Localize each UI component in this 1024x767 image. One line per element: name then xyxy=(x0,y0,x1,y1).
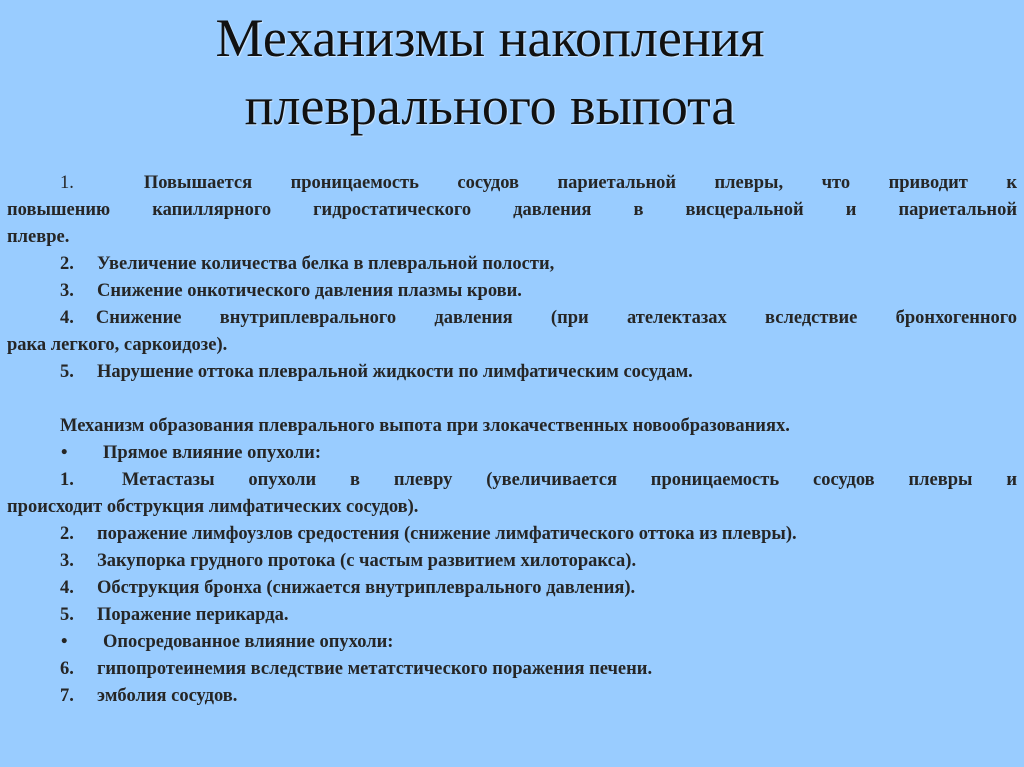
mechanism-item-5-number: 5. xyxy=(60,362,74,382)
mechanism-item-1-line-1 xyxy=(7,170,1017,197)
indirect-influence-bullet xyxy=(7,629,1017,656)
malignant-item-7-text: эмболия сосудов. xyxy=(97,686,238,706)
malignant-item-6-text: гипопротеинемия вследствие метатстического поражения печени. xyxy=(97,659,653,679)
malignant-item-2-text: поражение лимфоузлов средостения (снижение лимфатического оттока из плевры). xyxy=(97,524,797,544)
bullet-icon: • xyxy=(61,632,68,652)
direct-influence-text: Прямое влияние опухоли: xyxy=(103,443,321,463)
mechanism-item-2-text: Увеличение количества белка в плевральной полости, xyxy=(97,254,555,274)
mechanism-item-5-text: Нарушение оттока плевральной жидкости по лимфатическим сосудам. xyxy=(97,362,693,382)
slide-title-line-1: Механизмы накопления xyxy=(215,8,765,68)
malignant-item-3 xyxy=(7,548,1017,575)
malignant-item-1-number: 1. xyxy=(60,470,74,490)
mechanism-item-1-text-1: Повышается проницаемость сосудов париетальной плевры, что приводит к xyxy=(143,173,1017,193)
mechanism-item-2-number: 2. xyxy=(60,254,74,274)
malignant-item-3-text: Закупорка грудного протока (с частым развитием хилоторакса). xyxy=(97,551,637,571)
mechanism-item-4-number: 4. xyxy=(60,308,74,328)
mechanism-item-3-text: Снижение онкотического давления плазмы крови. xyxy=(97,281,522,301)
direct-influence-bullet xyxy=(7,440,1017,467)
malignant-item-1-line-2: происходит обструкция лимфатических сосудов). xyxy=(7,497,419,517)
malignant-item-4-text: Обструкция бронха (снижается внутриплеврального давления). xyxy=(97,578,636,598)
malignant-item-7-number: 7. xyxy=(60,686,74,706)
slide-title-line-2: плеврального выпота xyxy=(244,76,736,136)
malignant-item-4-number: 4. xyxy=(60,578,74,598)
malignant-item-7 xyxy=(7,683,1017,710)
malignant-item-1 xyxy=(7,467,1017,521)
mechanism-item-4-line-1 xyxy=(7,305,1017,332)
malignant-item-4 xyxy=(7,575,1017,602)
mechanism-item-3 xyxy=(7,278,1017,305)
mechanism-item-1-line-3: плевре. xyxy=(7,227,70,247)
malignant-section-heading: Механизм образования плеврального выпота при злокачественных новообразованиях. xyxy=(60,416,790,436)
malignant-item-1-line-1 xyxy=(7,467,1017,494)
slide-body xyxy=(7,170,1017,710)
bullet-icon: • xyxy=(61,443,68,463)
section-spacer xyxy=(7,386,1017,413)
malignant-item-1-text-1: Метастазы опухоли в плевру (увеличивается проницаемость сосудов плевры и xyxy=(121,470,1017,490)
malignant-item-5-number: 5. xyxy=(60,605,74,625)
mechanism-item-2 xyxy=(7,251,1017,278)
malignant-item-6 xyxy=(7,656,1017,683)
mechanism-item-4-line-2: рака легкого, саркоидозе). xyxy=(7,335,228,355)
mechanism-item-4 xyxy=(7,305,1017,359)
mechanism-item-1-number: 1. xyxy=(60,173,74,193)
malignant-item-2 xyxy=(7,521,1017,548)
slide-title xyxy=(0,4,980,140)
malignant-item-3-number: 3. xyxy=(60,551,74,571)
mechanism-item-1 xyxy=(7,170,1017,251)
malignant-item-2-number: 2. xyxy=(60,524,74,544)
mechanism-item-1-line-2: повышению капиллярного гидростатического давления в висцеральной и париетальной xyxy=(7,200,1017,220)
mechanism-item-3-number: 3. xyxy=(60,281,74,301)
malignant-item-6-number: 6. xyxy=(60,659,74,679)
malignant-item-5 xyxy=(7,602,1017,629)
mechanism-item-4-text-1: Снижение внутриплеврального давления (при ателектазах вследствие бронхогенного xyxy=(95,308,1017,328)
malignant-item-5-text: Поражение перикарда. xyxy=(97,605,289,625)
indirect-influence-text: Опосредованное влияние опухоли: xyxy=(103,632,394,652)
mechanism-item-5 xyxy=(7,359,1017,386)
